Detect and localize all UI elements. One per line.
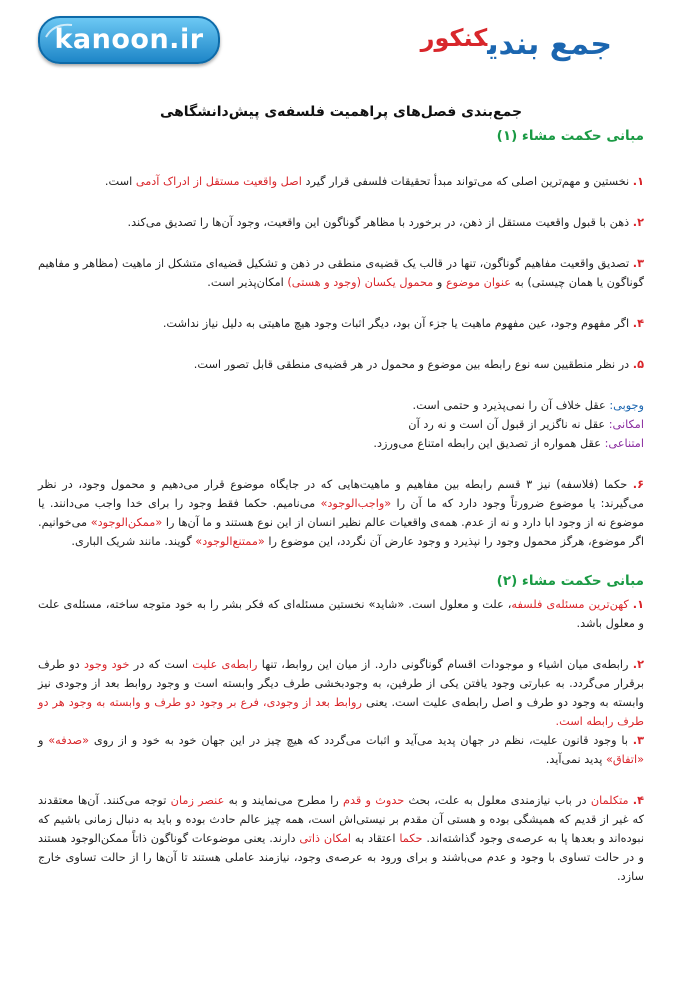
kanoon-logo[interactable] bbox=[38, 16, 220, 64]
kanoon-logo-text: kanoon.ir bbox=[54, 24, 204, 55]
document-body bbox=[0, 104, 682, 886]
logo-title-red: کنکور bbox=[420, 24, 488, 52]
s1-paragraph-2: ۲. ذهن با قبول واقعیت مستقل از ذهن، در برخورد با مظاهر گوناگون این واقعیت، وجود آن‌ها را تصدیق می‌کند. bbox=[127, 216, 644, 229]
s1-paragraph-6: ۶. حکما (فلاسفه) نیز ۳ قسم رابطه بین مفاهیم و ماهیت‌هایی که در جایگاه موضوع قرار می‌دهیم و محمول وجود، در نظر می‌گیرند: یا موضوع ضرورتاً وجود دارد که ما آن را «واجب‌الوجود» می‌نامیم. حکما فقط وجود را برای خدا واجب می‌دانند. یا موضوع نه از وجود ابا دارد و نه از عدم. همه‌ی واقعیات عالم نظیر انسان از این نوع هستند و ما آن‌ها را «ممکن‌الوجود» می‌خوانیم. اگر موضوع، هرگز محمول وجود را نپذیرد و وجود عارض آن نگردد، این موضوع را «ممتنع‌الوجود» گویند. مانند شریک الباری. bbox=[38, 478, 644, 548]
s1-paragraph-4: ۴. اگر مفهوم وجود، عین مفهوم ماهیت یا جزء آن بود، دیگر اثبات وجود هیچ ماهیتی به دلیل نیاز نداشت. bbox=[162, 317, 644, 330]
s1-paragraph-5: ۵. در نظر منطقیین سه نوع رابطه بین موضوع و محمول در هر قضیه‌ی منطقی قابل تصور است. bbox=[193, 358, 644, 371]
s1-paragraph-3: ۳. تصدیق واقعیت مفاهیم گوناگون، تنها در قالب یک قضیه‌ی منطقی در ذهن و تشکیل قضیه‌ای متشکل از ماهیت (مظاهر و مفاهیم گوناگون یا همان چیستی) به عنوان موضوع و محمول یکسان (وجود و هستی) امکان‌پذیر است. bbox=[38, 257, 644, 289]
page-header bbox=[0, 0, 682, 80]
logo-title-blue: جمع بندی bbox=[487, 27, 612, 62]
def-emkani: امکانی: عقل نه ناگزیر از قبول آن است و نه رد آن bbox=[408, 418, 644, 431]
s2-paragraph-4: ۴. متکلمان در باب نیازمندی معلول به علت، بحث حدوث و قدم را مطرح می‌نمایند و به عنصر زمان توجه می‌کنند. آن‌ها معتقدند که غیر از قدیم که همیشگی بوده و هستی آن مقدم بر نیستی‌اش است، همه چیز عالم حادث بوده و باید به دنبال زمانی باشیم که نبوده‌اند و بعدها پا به عرصه‌ی وجود گذاشته‌اند. حکما اعتقاد به امکان ذاتی دارند. یعنی موضوعات گوناگون ذاتاً ممکن‌الوجود هستند و در حالت تساوی با وجود و عدم می‌باشند و برای ورود به عرصه‌ی وجود، نیازمند عاملی هستند تا آن‌ها را از حالت تساوی خارج سازد. bbox=[38, 794, 644, 883]
def-vujubi: وجوبی: عقل خلاف آن را نمی‌پذیرد و حتمی است. bbox=[412, 399, 644, 412]
logo-swoosh-icon bbox=[44, 21, 74, 41]
s2-paragraph-2: ۲. رابطه‌ی میان اشیاء و موجودات اقسام گوناگونی دارد. از میان این روابط، تنها رابطه‌ی علیت است که در خود وجود دو طرف برقرار می‌گردد. به عبارتی وجود یافتن یکی از طرفین، به وجودبخشی طرف دیگر وابسته است و وجود روابط بعد از وجودی نیز وابسته به وجود دو طرف و اصل رابطه‌ی علیت است. یعنی روابط بعد از وجودی، فرع بر وجود دو طرف و وابسته به وجود هر دو طرف رابطه است. bbox=[38, 658, 645, 728]
section-2-title: مبانی حکمت مشاء (۲) bbox=[496, 573, 644, 589]
konkur-summary-logo bbox=[421, 20, 612, 63]
s2-paragraph-1: ۱. کهن‌ترین مسئله‌ی فلسفه، علت و معلول است. «شاید» نخستین مسئله‌ای که فکر بشر را به خود متوجه ساخته، مسئله‌ی علت و معلول باشد. bbox=[38, 598, 644, 630]
s2-paragraph-3: ۳. با وجود قانون علیت، نظم در جهان پدید می‌آید و اثبات می‌گردد که هیچ چیز در این جهان خود به خود و از روی «صدفه» و «اتفاق» پدید نمی‌آید. bbox=[38, 734, 644, 766]
def-emtenai: امتناعی: عقل همواره از تصدیق این رابطه امتناع می‌ورزد. bbox=[373, 437, 644, 450]
s1-paragraph-1: ۱. نخستین و مهم‌ترین اصلی که می‌تواند مبدأ تحقیقات فلسفی قرار گیرد اصل واقعیت مستقل از ادراک آدمی است. bbox=[104, 175, 644, 188]
document-title: جمع‌بندی فصل‌های پراهمیت فلسفه‌ی پیش‌دانشگاهی bbox=[159, 104, 523, 120]
section-1-title: مبانی حکمت مشاء (۱) bbox=[496, 128, 644, 144]
